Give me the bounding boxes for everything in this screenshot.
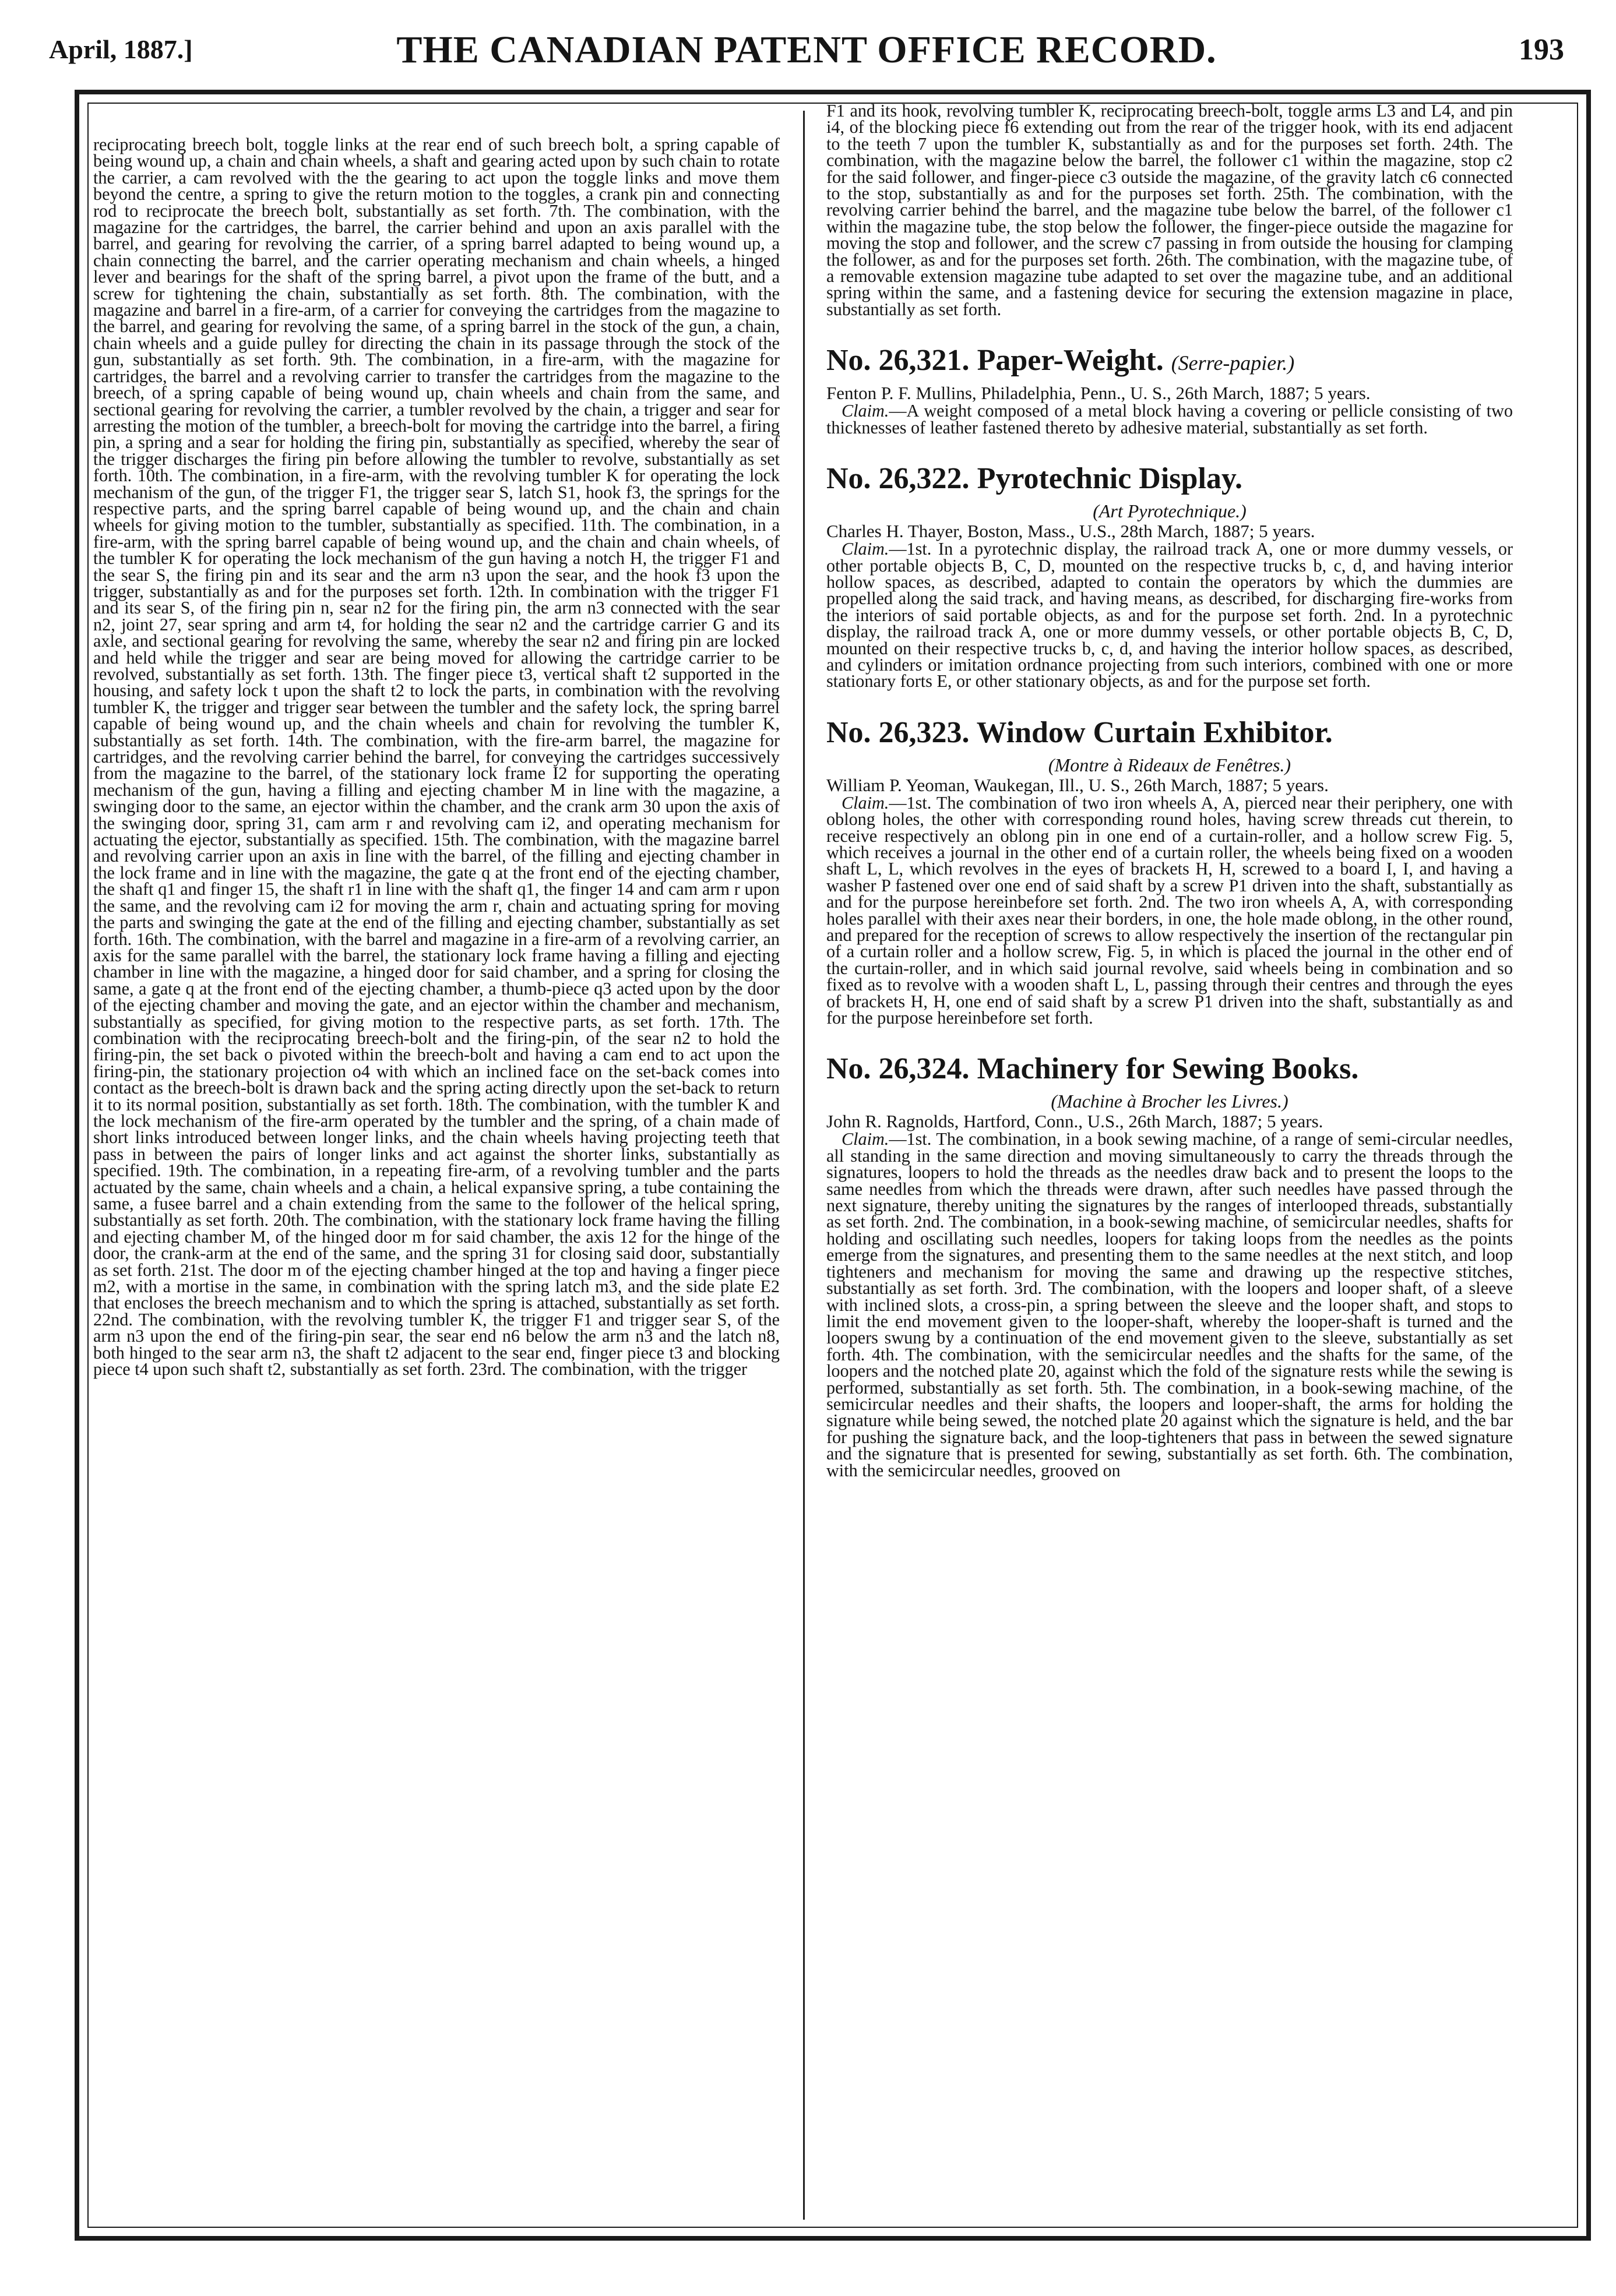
french-title: (Art Pyrotechnique.) <box>1093 500 1247 522</box>
claim-text <box>826 403 1513 436</box>
entry-heading <box>826 461 1513 496</box>
patent-entry <box>826 1052 1513 1479</box>
entry-heading <box>826 343 1513 380</box>
patent-number: No. 26,323. <box>826 715 970 749</box>
patentee-line: William P. Yeoman, Waukegan, Ill., U. S., 26th March, 1887; 5 years. <box>826 774 1329 795</box>
patent-number: No. 26,321. <box>826 344 970 378</box>
claim-label: Claim. <box>842 1129 889 1149</box>
continued-claims-text-right: F1 and its hook, revolving tumbler K, reciprocating breech-bolt, toggle arms L3 and L4, and pin i4, of the blocking piece f6 extending out from the rear of the trigger hook, with its end adjacent to the teeth 7 upon the tumbler K, substantially as and for the purposes set forth. 24th. The combination, with the magazine below the barrel, the follower c1 within the magazine, stop c2 for the said follower, and finger-piece c3 outside the magazine, of the gravity latch c6 connected to the stop, substantially as and for the purposes set forth. 25th. The combination, with the revolving carrier behind the barrel, and the magazine tube below the barrel, of the follower c1 within the magazine tube, the stop below the follower, the finger-piece outside the magazine for moving the stop and follower, and the screw c7 passing in from outside the housing for clamping the follower, as and for the purposes set forth. 26th. The combination, with the magazine tube, of a removable extension magazine tube adapted to set over the magazine tube, and an additional spring within the same, and a fastening device for securing the extension magazine in place, substantially as set forth. <box>826 103 1513 319</box>
column-divider <box>803 111 805 2220</box>
publication-title: THE CANADIAN PATENT OFFICE RECORD. <box>396 29 1217 71</box>
claim-body: —1st. The combination of two iron wheels A, A, pierced near their periphery, one with oblong holes, the other with corresponding round holes, having screw threads cut therein, to receive respectively an oblong pin in one end of a curtain-roller, and a hollow screw Fig. 5, which receives a journal in the other end of a curtain roller, the wheels being fixed on a wooden shaft L, L, which revolves in the eyes of brackets H, H, screwed to a board I, I, and having a washer P fastened over one end of said shaft by a screw P1 driven into the shaft, substantially as and for the purpose hereinbefore set forth. 2nd. The two iron wheels A, A, with corresponding holes parallel with their axes near their borders, in one, the hole made oblong, in the other round, and prepared for the reception of screws to allow respectively the insertion of the rectangular pin of a curtain roller and a hollow screw, Fig. 5, in which is placed the journal in the other end of the curtain-roller, and in which said journal revolve, said wheels being in combination and so fixed as to revolve with a wooden shaft L, L, passing through their centres and through the eyes of brackets H, H, one end of said shaft by a screw P1 driven into the shaft, substantially as and for the purpose hereinbefore set forth. <box>826 792 1513 1028</box>
issue-date: April, 1887.] <box>49 34 193 64</box>
left-column <box>93 136 780 2210</box>
entry-heading <box>826 715 1513 750</box>
claim-body: —1st. The combination, in a book sewing machine, of a range of semi-circular needles, all standing in the same direction and moving simultaneously to carry the threads through the signatures, loopers to hold the threads as the needles draw back and to present the loops to the same needles from which the threads were drawn, after such needles have passed through the next signature, thereby uniting the signatures by the ranges of interlooped threads, substantially as set forth. 2nd. The combination, in a book-sewing machine, of semicircular needles, shafts for holding and oscillating such needles, loopers for taking loops from the needles as the points emerge from the signatures, and presenting them to the same needles at the next stitch, and loop tighteners and mechanism for moving the same and drawing up the respective stitches, substantially as set forth. 3rd. The combination, with the loopers and looper shaft, of a sleeve with inclined slots, a cross-pin, a spring between the sleeve and the looper shaft, and stops to limit the end movement given to the looper-shaft, whereby the looper-shaft is turned and the loopers swung by a continuation of the end movement given to the sleeve, substantially as set forth. 4th. The combination, with the semicircular needles and the shafts for the same, of the loopers and the notched plate 20, against which the fold of the signature rests while the sewing is performed, substantially as set forth. 5th. The combination, in a book-sewing machine, of the semicircular needles and their shafts, the loopers and looper-shaft, the arms for holding the signature while being sewed, the notched plate 20 against which the signature is held, and the bar for pushing the signature back, and the loop-tighteners that pass in between the sewed signature and the signature that is presented for sewing, substantially as set forth. 6th. The combination, with the semicircular needles, grooved on <box>826 1129 1513 1480</box>
french-title: (Machine à Brocher les Livres.) <box>1051 1091 1288 1112</box>
continued-claims-text: reciprocating breech bolt, toggle links at the rear end of such breech bolt, a spring capable of being wound up, a chain and chain wheels, a shaft and gearing acted upon by such chain to rotate the carrier, a cam revolved with the the gearing to act upon the toggle links and move them beyond the centre, a spring to give the return motion to the toggles, a crank pin and connecting rod to reciprocate the breech bolt, substantially as set forth. 7th. The combination, with the magazine for the cartridges, the barrel, the carrier behind and upon an axis parallel with the barrel, and gearing for revolving the carrier, of a spring barrel adapted to being wound up, a chain connecting the barrel, and the carrier operating mechanism and chain wheels, a hinged lever and bearings for the shaft of the spring barrel, a pivot upon the frame of the butt, and a screw for tightening the chain, substantially as set forth. 8th. The combination, with the magazine and barrel in a fire-arm, of a carrier for conveying the cartridges from the magazine to the barrel, and gearing for revolving the same, of a spring barrel in the stock of the gun, a chain, chain wheels and a guide pulley for directing the chain in its passage through the stock of the gun, substantially as set forth. 9th. The combination, in a fire-arm, with the magazine for cartridges, the barrel and a revolving carrier to transfer the cartridges from the magazine to the breech, of a spring capable of being wound up, chain wheels and chain from the same, and sectional gearing for revolving the carrier, a tumbler revolved by the chain, a trigger and sear for arresting the motion of the tumbler, a breech-bolt for moving the cartridge into the barrel, a firing pin, a spring and a sear for holding the firing pin, substantially as specified, whereby the sear of the trigger discharges the firing pin before allowing the tumbler to revolve, substantially as set forth. 10th. The combination, in a fire-arm, with the revolving tumbler K for operating the lock mechanism of the gun, of the trigger F1, the trigger sear S, latch S1, hook f3, the springs for the respective parts, and the spring barrel capable of being wound up, and the chain and chain wheels for giving motion to the tumbler, substantially as specified. 11th. The combination, in a fire-arm, with the spring barrel capable of being wound up, and the chain and chain wheels, of the tumbler K for operating the lock mechanism of the gun having a notch H, the trigger F1 and the sear S, the firing pin and its sear and the arm n3 upon the sear, and the hook f3 upon the trigger, substantially as and for the purposes set forth. 12th. In combination with the trigger F1 and its sear S, of the firing pin n, sear n2 for the firing pin, the arm n3 connected with the sear n2, joint 27, sear spring and arm t4, for holding the sear n2 and the cartridge carrier G and its axle, and sectional gearing for revolving the same, whereby the sear n2 and firing pin are locked and held while the trigger and sear are being moved for allowing the cartridge carrier to be revolved, substantially as set forth. 13th. The finger piece t3, vertical shaft t2 supported in the housing, and safety lock t upon the shaft t2 to lock the parts, in combination with the revolving tumbler K, the trigger and trigger sear between the tumbler and the safety lock, the spring barrel capable of being wound up, and the chain wheels and chain for revolving the tumbler K, substantially as set forth. 14th. The combination, with the fire-arm barrel, the magazine for cartridges, and the revolving carrier behind the barrel, for conveying the cartridges successively from the magazine to the barrel, of the stationary lock frame I2 for supporting the operating mechanism of the gun, having a filling and ejecting chamber M in line with the magazine, a swinging door to the same, an ejector within the chamber, and the crank arm 30 upon the axis of the swinging door, spring 31, cam arm r and revolving cam i2, and operating mechanism for actuating the ejector, substantially as specified. 15th. The combination, with the magazine barrel and revolving carrier upon an axis in line with the barrel, of the filling and ejecting chamber in the lock frame and in line with the magazine, the gate q at the front end of the ejecting chamber, the shaft q1 and finger 15, the shaft r1 in line with the shaft q1, the finger 14 and cam arm r upon the same, and the revolving cam i2 for moving the arm r, chain and actuating spring for moving the parts and swinging the gate at the end of the filling and ejecting chamber, substantially as set forth. 16th. The combination, with the barrel and magazine in a fire-arm of a revolving carrier, an axis for the same parallel with the barrel, the stationary lock frame having a filling and ejecting chamber in line with the magazine, a hinged door for said chamber, and a spring for closing the same, a gate q at the front end of the ejecting chamber, a thumb-piece q3 acted upon by the door of the ejecting chamber and moving the gate, and an ejector within the chamber and mechanism, substantially as specified, for giving motion to the respective parts, as set forth. 17th. The combination with the reciprocating breech-bolt and the firing-pin, of the sear n2 to hold the firing-pin, the set back o pivoted within the breech-bolt and having a cam end to act upon the firing-pin, the stationary projection o4 with which an inclined face on the set-back comes into contact as the breech-bolt is drawn back and the spring acting directly upon the set-back to return it to its normal position, substantially as set forth. 18th. The combination, with the tumbler K and the lock mechanism of the fire-arm operated by the tumbler and the spring, of a chain made of short links introduced between longer links, and the chain wheels having projecting teeth that pass in between the pairs of longer links and act against the shorter links, substantially as specified. 19th. The combination, in a repeating fire-arm, of a revolving tumbler and the parts actuated by the same, chain wheels and a chain, a helical expansive spring, a tube containing the same, a fusee barrel and a chain extending from the same to the follower of the helical spring, substantially as set forth. 20th. The combination, with the stationary lock frame having the filling and ejecting chamber M, of the hinged door m for said chamber, the axis 12 for the hinge of the door, the crank-arm at the end of the same, and the spring 31 for closing said door, substantially as set forth. 21st. The door m of the ejecting chamber hinged at the top and having a finger piece m2, with a mortise in the same, in combination with the spring latch m3, and the side plate E2 that encloses the breech mechanism and to which the spring is attached, substantially as set forth. 22nd. The combination, with the revolving tumbler K, the trigger F1 and trigger sear S, of the arm n3 upon the end of the firing-pin sear, the sear end n6 below the arm n3 and the latch n8, both hinged to the sear arm n3, the shaft t2 adjacent to the sear end, finger piece t3 and blocking piece t4 upon such shaft t2, substantially as set forth. 23rd. The combination, with the trigger <box>93 136 780 1380</box>
patent-title: Paper-Weight. <box>977 344 1164 378</box>
patentee-line: Charles H. Thayer, Boston, Mass., U.S., 28th March, 1887; 5 years. <box>826 521 1315 542</box>
patentee-line: Fenton P. F. Mullins, Philadelphia, Penn., U. S., 26th March, 1887; 5 years. <box>826 383 1371 404</box>
patent-entry <box>826 461 1513 690</box>
patent-title: Pyrotechnic Display. <box>977 462 1243 496</box>
french-title: (Montre à Rideaux de Fenêtres.) <box>1048 754 1291 775</box>
page-header <box>49 28 1564 75</box>
patent-title: Machinery for Sewing Books. <box>977 1052 1359 1086</box>
page-number: 193 <box>1519 33 1564 66</box>
claim-text <box>826 541 1513 690</box>
patent-entry <box>826 715 1513 1027</box>
claim-text <box>826 1131 1513 1479</box>
claim-label: Claim. <box>842 792 889 813</box>
patentee-line: John R. Ragnolds, Hartford, Conn., U.S., 26th March, 1887; 5 years. <box>826 1111 1323 1132</box>
claim-label: Claim. <box>842 401 889 421</box>
claim-body: —1st. In a pyrotechnic display, the railroad track A, one or more dummy vessels, or other portable objects B, C, D, mounted on the respective trucks b, c, d, and having interior hollow spaces, as described, adapted to contain the operators by which the dummies are propelled along the said track, and having means, as described, for discharging fire-works from the interiors of said portable objects, as and for the purpose set forth. 2nd. In a pyrotechnic display, the railroad track A, one or more dummy vessels, or other portable objects B, C, D, mounted on their respective trucks b, c, d, and having the interior hollow spaces, as described, and cylinders or imitation ordnance projecting from such interiors, combined with one or more stationary forts E, or other stationary objects, as and for the purpose set forth. <box>826 539 1513 692</box>
claim-label: Claim. <box>842 539 889 559</box>
french-title: (Serre-papier.) <box>1171 351 1295 375</box>
claim-text <box>826 792 1513 1028</box>
patent-entry <box>826 343 1513 436</box>
patent-number: No. 26,322. <box>826 462 970 496</box>
patent-title: Window Curtain Exhibitor. <box>976 715 1333 749</box>
entry-heading <box>826 1052 1513 1087</box>
claim-body: —A weight composed of a metal block having a covering or pellicle consisting of two thicknesses of leather fastened thereto by adhesive material, substantially as set forth. <box>826 401 1513 438</box>
patent-number: No. 26,324. <box>826 1052 970 1086</box>
right-column <box>826 103 1513 2223</box>
